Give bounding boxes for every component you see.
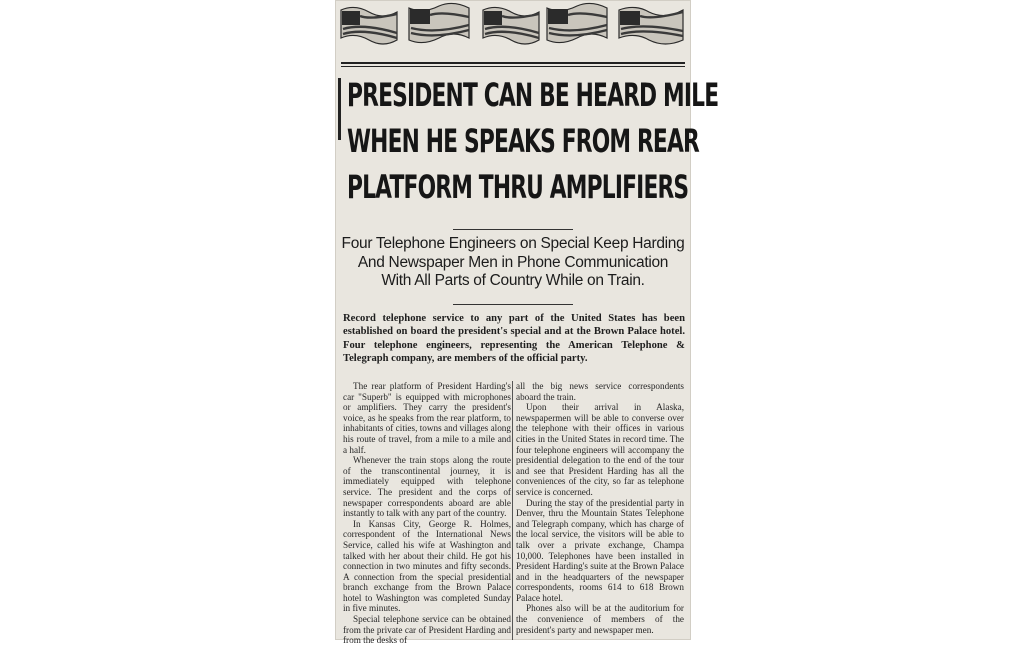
subhead-line: With All Parts of Country While on Train. [381,272,645,289]
headline [347,72,719,210]
deck-rule-top [453,229,573,230]
subhead [335,235,691,291]
flag-banner [335,0,691,58]
column-divider [512,381,513,640]
body-paragraph: In Kansas City, George R. Holmes, correspondent of the International News Service, called his wife at Washington and talked with her about their child. He got his connection in two minutes and fifty seconds. A connection from the special presidential branch exchange from the Brown Palace hotel to Washington was completed Sunday in five minutes. [343,518,511,614]
american-flag-icon [341,7,397,44]
headline-bar [338,78,341,140]
top-rule-thin [341,66,685,67]
body-paragraph: Special telephone service can be obtained from the private car of President Harding and from the desks of [343,614,511,646]
column-left [343,381,511,646]
newspaper-clipping [335,0,719,646]
american-flag-icon [409,3,469,42]
deck-rule-bottom [453,304,573,305]
american-flag-icon [547,3,607,42]
headline-line: PLATFORM THRU AMPLIFIERS [347,168,689,206]
headline-line: WHEN HE SPEAKS FROM REAR [347,122,699,160]
american-flag-icon [483,7,539,44]
subhead-line: And Newspaper Men in Phone Communication [357,253,669,271]
top-rule [341,62,685,64]
american-flag-icon [619,7,683,44]
lead-paragraph: Record telephone service to any part of the United States has been established on board the president's special and at the Brown Palace hotel. Four telephone engineers, representing the American Telephone & Telegraph company, are members of the official party. [343,313,685,365]
body-paragraph: Phones also will be at the auditorium for the convenience of members of the president's party and newspaper men. [516,603,684,635]
body-paragraph: Upon their arrival in Alaska, newspapermen will be able to converse over the telephone with their offices in various cities in the United States in record time. The four telephone engineers will accompany the presidential delegation to the end of the tour and see that President Harding has all the conveniences of the city, so far as telephone service is concerned. [516,402,684,497]
subhead-line: Four Telephone Engineers on Special Keep Harding [341,235,685,252]
body-paragraph: Whenever the train stops along the route of the transcontinental journey, it is immediately equipped with telephone service. The president and the corps of newspaper correspondents aboard are able instantly to talk with any part of the country. [343,455,511,519]
body-paragraph: all the big news service correspondents aboard the train. [516,381,684,402]
body-paragraph: During the stay of the presidential party in Denver, thru the Mountain States Telephone and Telegraph company, which has charge of the local service, the visitors will be able to talk over a private exchange, Champa 10,000. Telephones have been installed in President Harding's suite at the Brown Palace and in the headquarters of the newspaper correspondents, rooms 614 to 618 Brown Palace hotel. [516,497,684,603]
column-right [516,381,684,635]
body-paragraph: The rear platform of President Harding's car "Superb" is equipped with microphones or amplifiers. They carry the president's voice, as he speaks from the rear platform, to inhabitants of cities, towns and villages along his route of travel, from a mile to a mile and a half. [343,381,511,455]
headline-line: PRESIDENT CAN BE HEARD MILE [347,76,719,114]
